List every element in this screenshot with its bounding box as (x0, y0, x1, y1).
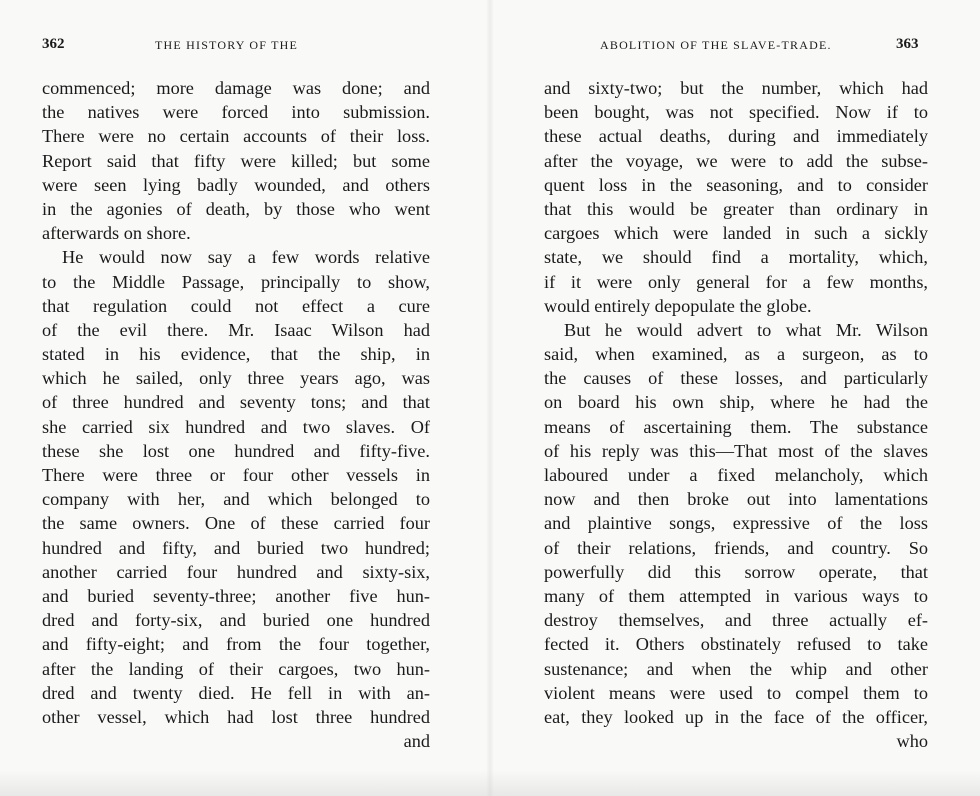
right-page (490, 0, 980, 796)
text-line: and plaintive songs, expressive of the loss (544, 513, 928, 534)
text-line: means of ascertaining them. The substance (544, 416, 928, 437)
text-line: sustenance; and when the whip and other (544, 658, 928, 679)
text-line: that this would be greater than ordinary in (544, 198, 928, 219)
text-line: were seen lying badly wounded, and others (42, 174, 430, 195)
text-line: in the agonies of death, by those who went (42, 198, 430, 219)
text-line: after the landing of their cargoes, two hun- (42, 658, 430, 679)
text-line: commenced; more damage was done; and (42, 78, 430, 98)
text-line: she carried six hundred and two slaves. Of (42, 416, 430, 437)
text-line: would entirely depopulate the globe. (544, 295, 812, 316)
text-line: which he sailed, only three years ago, was (42, 368, 430, 389)
text-line: these actual deaths, during and immediately (544, 126, 928, 147)
text-line: of the evil there. Mr. Isaac Wilson had (42, 319, 430, 340)
text-line: But he would advert to what Mr. Wilson (564, 319, 928, 340)
text-line: after the voyage, we were to add the subse- (544, 150, 928, 171)
text-line: many of them attempted in various ways to (544, 585, 928, 606)
text-line: these she lost one hundred and fifty-five. (42, 440, 430, 461)
left-body-text (42, 76, 430, 753)
text-line: if it were only general for a few months, (544, 271, 928, 292)
text-line: other vessel, which had lost three hundred (42, 706, 430, 727)
text-line: afterwards on shore. (42, 223, 191, 244)
text-line: cargoes which were landed in such a sickly (544, 223, 928, 244)
text-line: of three hundred and seventy tons; and that (42, 392, 430, 413)
right-body-text (544, 76, 928, 753)
text-line: the natives were forced into submission. (42, 102, 430, 123)
right-page-number: 363 (896, 36, 919, 52)
text-line: Report said that fifty were killed; but some (42, 150, 430, 171)
text-line: fected it. Others obstinately refused to take (544, 634, 928, 655)
text-line: violent means were used to compel them to (544, 682, 928, 703)
text-line: stated in his evidence, that the ship, in (42, 344, 430, 365)
text-line: There were three or four other vessels in (42, 465, 430, 485)
text-line: dred and forty-six, and buried one hundred (42, 610, 430, 631)
text-line: state, we should find a mortality, which, (544, 247, 928, 268)
text-line: destroy themselves, and three actually ef- (544, 610, 928, 631)
text-line: said, when examined, as a surgeon, as to (544, 344, 928, 365)
text-line: There were no certain accounts of their loss. (42, 126, 430, 147)
text-line: powerfully did this sorrow operate, that (544, 561, 928, 582)
text-line: that regulation could not effect a cure (42, 295, 430, 316)
text-line: dred and twenty died. He fell in with an- (42, 682, 430, 703)
text-line: the same owners. One of these carried four (42, 513, 430, 534)
text-line: of his reply was this—That most of the slaves (544, 440, 928, 461)
text-line: and sixty-two; but the number, which had (544, 78, 928, 98)
text-line: the causes of these losses, and particularly (544, 368, 928, 389)
left-page-number: 362 (42, 36, 65, 52)
text-line: laboured under a fixed melancholy, which (544, 465, 928, 485)
text-line: on board his own ship, where he had the (544, 392, 928, 413)
text-line: quent loss in the seasoning, and to consider (544, 174, 928, 195)
text-line: eat, they looked up in the face of the officer, (544, 706, 928, 727)
catchword: and (403, 731, 430, 752)
right-running-head: ABOLITION OF THE SLAVE-TRADE. (600, 38, 832, 52)
text-line: He would now say a few words relative (62, 247, 430, 268)
text-line: of their relations, friends, and country. So (544, 537, 928, 558)
left-running-head: THE HISTORY OF THE (155, 38, 299, 52)
text-line: to the Middle Passage, principally to show, (42, 271, 430, 292)
text-line: another carried four hundred and sixty-six, (42, 561, 430, 582)
text-line: now and then broke out into lamentations (544, 489, 928, 510)
text-line: company with her, and which belonged to (42, 489, 430, 510)
text-line: and buried seventy-three; another five hun- (42, 585, 430, 606)
catchword: who (896, 731, 928, 752)
text-line: hundred and fifty, and buried two hundred; (42, 537, 430, 558)
text-line: and fifty-eight; and from the four together, (42, 634, 430, 655)
scan-shadow (0, 770, 980, 796)
text-line: been bought, was not specified. Now if to (544, 102, 928, 123)
